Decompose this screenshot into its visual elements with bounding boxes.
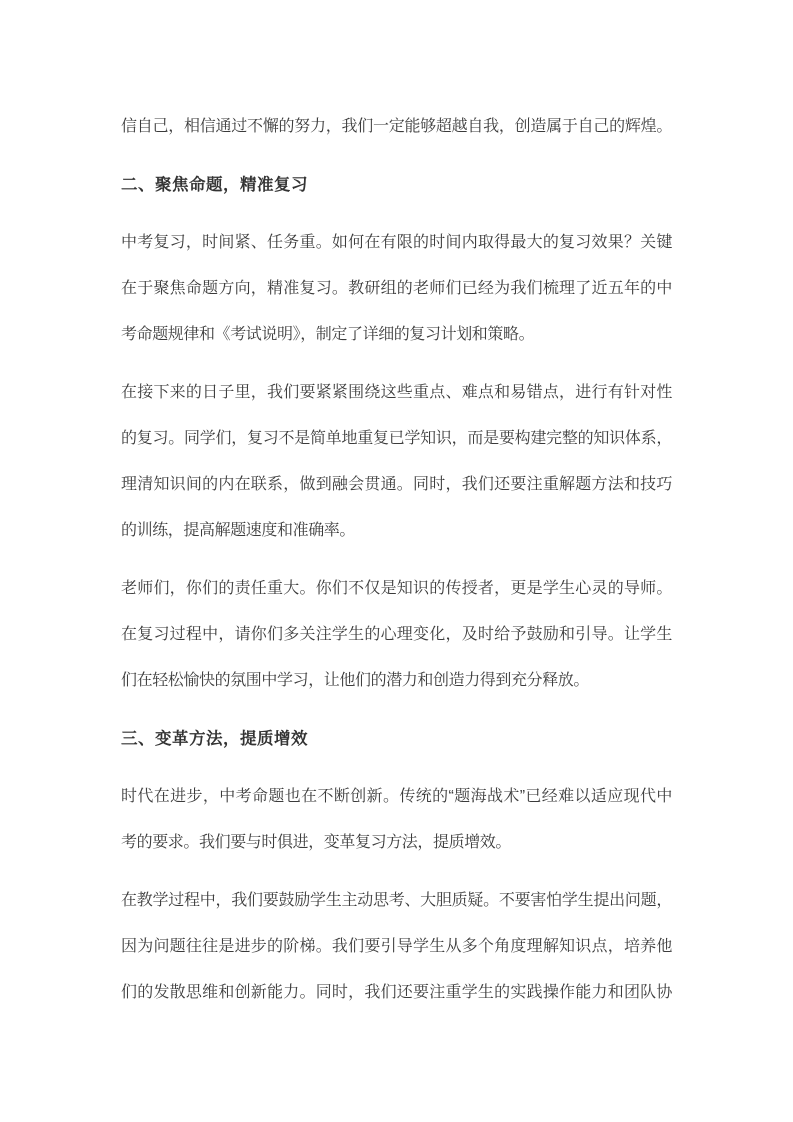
text-line: 在教学过程中，我们要鼓励学生主动思考、大胆质疑。不要害怕学生提出问题， [121,892,672,909]
section-heading-2: 二、聚焦命题，精准复习 [121,176,308,194]
text-line: 们在轻松愉快的氛围中学习，让他们的潜力和创造力得到充分释放。 [121,672,590,689]
text-line: 中考复习，时间紧、任务重。如何在有限的时间内取得最大的复习效果？关键 [121,234,672,251]
text-line: 的训练，提高解题速度和准确率。 [121,522,356,539]
paragraph [121,220,672,358]
text-line: 在复习过程中，请你们多关注学生的心理变化，及时给予鼓励和引导。让学生 [121,626,672,643]
text-line: 理清知识间的内在联系，做到融会贯通。同时，我们还要注重解题方法和技巧 [121,476,672,493]
text-line: 在接下来的日子里，我们要紧紧围绕这些重点、难点和易错点，进行有针对性 [121,384,672,401]
text-line: 在于聚焦命题方向，精准复习。教研组的老师们已经为我们梳理了近五年的中 [121,280,672,297]
paragraph [121,878,672,1016]
text-line: 考的要求。我们要与时俱进，变革复习方法，提质增效。 [121,834,512,851]
paragraph [121,566,672,704]
text-line: 因为问题往往是进步的阶梯。我们要引导学生从多个角度理解知识点，培养他 [121,938,672,955]
paragraph [121,370,672,554]
paragraph [121,774,672,866]
text-line: 们的发散思维和创新能力。同时，我们还要注重学生的实践操作能力和团队协 [121,984,672,1001]
text-line: 考命题规律和《考试说明》，制定了详细的复习计划和策略。 [121,326,535,343]
paragraph [121,104,672,150]
text-line: 老师们，你们的责任重大。你们不仅是知识的传授者，更是学生心灵的导师。 [121,580,672,597]
section-heading-3: 三、变革方法，提质增效 [121,730,308,748]
text-line: 的复习。同学们，复习不是简单地重复已学知识，而是要构建完整的知识体系， [121,430,672,447]
text-line: 时代在进步，中考命题也在不断创新。传统的“题海战术”已经难以适应现代中 [121,788,672,805]
text-line: 信自己，相信通过不懈的努力，我们一定能够超越自我，创造属于自己的辉煌。 [121,118,672,135]
